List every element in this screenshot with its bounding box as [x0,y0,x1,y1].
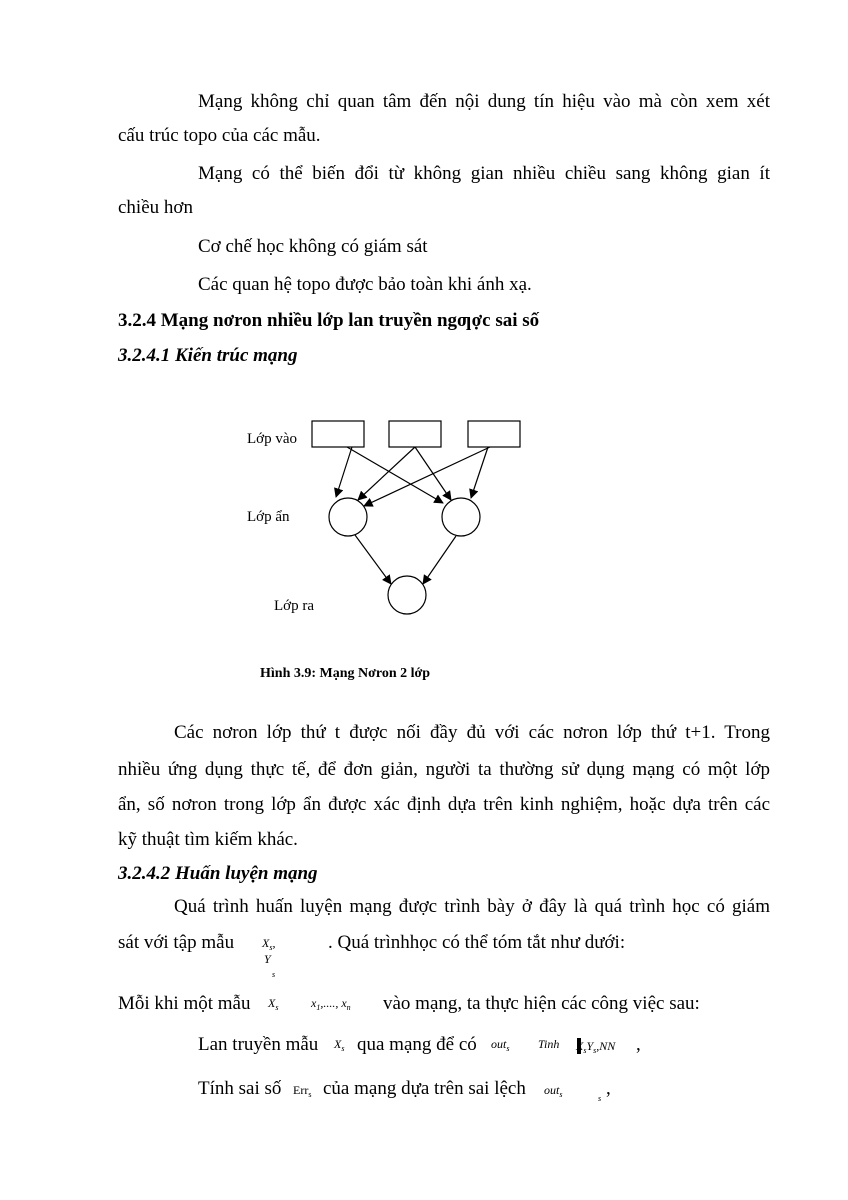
math-tinh-text: Tinh [538,1037,560,1051]
paragraph-2-line-1: Mạng có thể biến đổi từ không gian nhiều chiều sang không gian ít [198,163,770,184]
math-s-p8b: s [583,1046,587,1055]
math-Ys-subscript [272,963,275,979]
edge-input1-hidden2 [347,447,443,503]
output-node [388,576,426,614]
math-x1-xn [311,996,351,1012]
paragraph-8a: Lan truyền mẫu [198,1034,319,1055]
math-comma: , [272,936,276,950]
input-node-1 [312,421,364,447]
math-Ys [264,952,271,967]
math-tinh [538,1037,559,1052]
paragraph-4: Các quan hệ topo được bảo toàn khi ánh xạ. [198,274,532,295]
math-out-sub: s [506,1044,510,1053]
math-out: out [491,1037,507,1051]
label-input-layer: Lớp vào [247,431,298,447]
math-s-p8c: s [593,1046,597,1055]
math-comma-p8: , [596,1039,600,1053]
math-s-p9b [598,1087,601,1103]
math-err: Err [293,1083,309,1097]
paragraph-9b: của mạng dựa trên sai lệch [323,1078,526,1099]
edge-hidden2-output [423,536,456,584]
math-out-p9-text: out [544,1083,560,1097]
heading-3-2-4-2: 3.2.4.2 Huấn luyện mạng [118,863,318,884]
paragraph-8c: , [636,1034,641,1055]
paragraph-5-line-2: nhiều ứng dụng thực tế, để đơn giản, người ta thường sử dụng mạng có một lớp [118,759,770,780]
math-Xs-p8 [334,1037,344,1053]
math-s-p7: s [275,1003,279,1012]
math-x1: x [311,996,317,1010]
input-node-2 [389,421,441,447]
math-Y-p8: Y [586,1039,594,1053]
hidden-node-1 [329,498,367,536]
math-sub-n: n [346,1003,351,1012]
math-sub-1: 1 [316,1003,321,1012]
label-output-layer: Lớp ra [274,598,314,614]
paragraph-7a: Mỗi khi một mẫu [118,993,251,1014]
paragraph-6-line-1: Quá trình huấn luyện mạng được trình bày ở đây là quá trình học có giám [174,896,770,917]
math-xy-nn [576,1039,615,1055]
math-s-p9b-text: s [598,1094,602,1103]
math-X-p8: X [334,1037,342,1051]
edge-input2-hidden1 [358,447,415,500]
math-err-sub: s [308,1090,312,1099]
paragraph-9c: , [606,1078,611,1099]
paragraph-7b: vào mạng, ta thực hiện các công việc sau: [383,993,700,1014]
paragraph-1-line-2: cấu trúc topo của các mẫu. [118,125,321,146]
math-s-p8: s [341,1044,345,1053]
math-subscript-s-2: s [272,970,276,979]
paragraph-6-line-2b: . Quá trìnhhọc có thể tóm tắt như dưới: [328,932,626,953]
paragraph-1-line-1: Mạng không chỉ quan tâm đến nội dung tín hiệu vào mà còn xem xét [198,91,770,112]
math-Xs-p7 [268,996,278,1012]
label-hidden-layer: Lớp ẩn [247,509,290,525]
math-err-s [293,1083,311,1099]
math-xn: x [341,996,347,1010]
math-out-s [491,1037,509,1053]
math-dots: ,...., [320,996,342,1010]
math-X-p8b: X [576,1039,584,1053]
paragraph-5-line-3: ẩn, số nơron trong lớp ẩn được xác định dựa trên kinh nghiệm, hoặc dựa trên các [118,794,770,815]
math-X-p7: X [268,996,276,1010]
edge-input1-hidden1 [336,447,352,497]
paragraph-2-line-2: chiều hơn [118,197,193,218]
math-out-p9-sub: s [559,1090,563,1099]
paragraph-5-line-4: kỹ thuật tìm kiếm khác. [118,829,298,850]
paragraph-9a: Tính sai số [198,1078,282,1099]
paragraph-5-line-1: Các nơron lớp thứ t được nối đầy đủ với các nơron lớp thứ t+1. Trong [174,722,770,743]
edge-hidden1-output [355,535,391,584]
hidden-node-2 [442,498,480,536]
heading-3-2-4-1: 3.2.4.1 Kiến trúc mạng [118,345,298,366]
math-out-p9 [544,1083,562,1099]
paragraph-3: Cơ chế học không có giám sát [198,236,428,257]
math-Y: Y [264,952,271,966]
input-node-3 [468,421,520,447]
figure-caption: Hình 3.9: Mạng Nơron 2 lớp [260,666,431,681]
paragraph-6-line-2a: sát với tập mẫu [118,932,235,953]
paragraph-8b: qua mạng để có [357,1034,477,1055]
heading-3-2-4: 3.2.4 Mạng nơron nhiều lớp lan truyền ngƣợc sai số [118,310,540,331]
math-NN: NN [599,1039,616,1053]
math-subscript-s: s [269,943,273,952]
math-X: X [262,936,270,950]
network-diagram [230,405,540,625]
math-Xs-set [262,936,275,952]
